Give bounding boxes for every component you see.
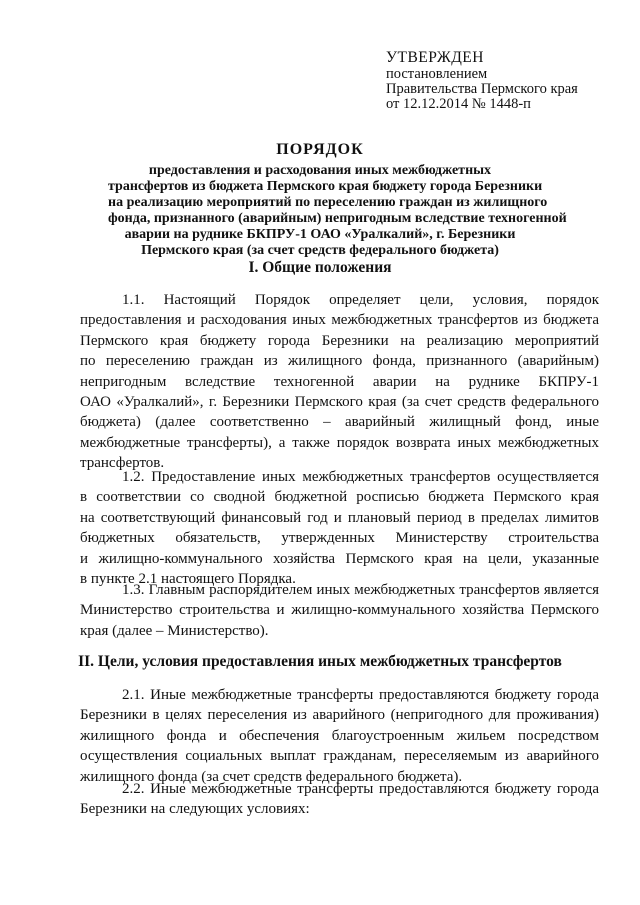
subtitle-line: на реализацию мероприятий по переселению граждан из жилищного xyxy=(108,195,548,210)
approval-line-3: от 12.12.2014 № 1448-п xyxy=(386,96,531,112)
document-title: ПОРЯДОК xyxy=(276,141,364,158)
paragraph-line: предоставления и расходования иных межбюджетных трансфертов из бюджета xyxy=(80,312,599,329)
paragraph-line: края (далее – Министерство). xyxy=(80,622,269,639)
paragraph-line: трансфертов. xyxy=(80,455,165,472)
paragraph-line: Пермского края бюджету города Березники на реализацию мероприятий xyxy=(80,332,599,349)
subtitle-line: Пермского края (за счет средств федерального бюджета) xyxy=(141,243,499,258)
paragraph-line: 1.1. Настоящий Порядок определяет цели, условия, порядок xyxy=(122,292,599,308)
paragraph-line: Министерство строительства и жилищно-коммунального хозяйства Пермского xyxy=(80,602,599,619)
subtitle-line: предоставления и расходования иных межбюджетных xyxy=(148,163,492,178)
paragraph-line: 1.2. Предоставление иных межбюджетных трансфертов осуществляется xyxy=(122,469,599,485)
subtitle-line: фонда, признанного (аварийным) непригодным вследствие техногенной xyxy=(108,211,567,226)
subtitle-line: трансфертов из бюджета Пермского края бюджету города Березники xyxy=(108,179,543,194)
paragraph-line: 1.3. Главным распорядителем иных межбюджетных трансфертов является xyxy=(122,582,599,598)
paragraph-line: жилищного фонда (за счет средств федерального бюджета). xyxy=(80,768,463,785)
paragraph-line: жилищного фонда и обеспечения благоустроенным жильем посредством xyxy=(80,727,599,744)
paragraph-line: в соответствии со сводной бюджетной росписью бюджета Пермского края xyxy=(80,489,599,506)
document-subtitle xyxy=(108,163,567,259)
paragraph-1-3 xyxy=(80,580,599,641)
paragraph-line: Березники на следующих условиях: xyxy=(80,801,310,818)
approval-title: УТВЕРЖДЕН xyxy=(386,49,484,66)
approval-line-2: Правительства Пермского края xyxy=(386,81,578,97)
paragraph-line: 2.2. Иные межбюджетные трансферты предоставляются бюджету города xyxy=(122,781,599,797)
paragraph-line: бюджетных обязательств, утвержденных Министерству строительства xyxy=(80,530,599,547)
paragraph-line: непригодным вследствие техногенной аварии на руднике БКПРУ-1 xyxy=(80,373,599,390)
paragraph-2-1 xyxy=(80,685,599,787)
section-2-heading: II. Цели, условия предоставления иных межбюджетных трансфертов xyxy=(78,653,562,670)
paragraph-1-1 xyxy=(80,290,599,474)
paragraph-line: 2.1. Иные межбюджетные трансферты предоставляются бюджету города xyxy=(122,687,599,703)
approval-stamp xyxy=(386,50,626,112)
paragraph-line: осуществления социальных выплат гражданам, переселяемым из аварийного xyxy=(80,748,599,765)
paragraph-line: по переселению граждан из жилищного фонда, признанного (аварийным) xyxy=(80,353,599,370)
paragraph-line: на соответствующий финансовый год и плановый период в пределах лимитов xyxy=(80,509,599,526)
subtitle-line: аварии на руднике БКПРУ-1 ОАО «Уралкалий», г. Березники xyxy=(124,227,516,242)
approval-line-1: постановлением xyxy=(386,66,488,82)
paragraph-line: и жилищно-коммунального хозяйства Пермского края на цели, указанные xyxy=(80,550,599,567)
paragraph-line: ОАО «Уралкалий», г. Березники Пермского края (за счет средств федерального xyxy=(80,394,599,411)
paragraph-2-2 xyxy=(80,779,599,820)
section-1-heading: I. Общие положения xyxy=(248,259,392,276)
paragraph-line: в пункте 2.1 настоящего Порядка. xyxy=(80,571,296,588)
paragraph-1-2 xyxy=(80,467,599,589)
paragraph-line: межбюджетные трансферты), а также порядок возврата иных межбюджетных xyxy=(80,434,599,451)
paragraph-line: бюджета) (далее соответственно – аварийный жилищный фонд, иные xyxy=(80,414,599,431)
paragraph-line: Березники в целях переселения из аварийного (непригодного для проживания) xyxy=(80,707,599,724)
